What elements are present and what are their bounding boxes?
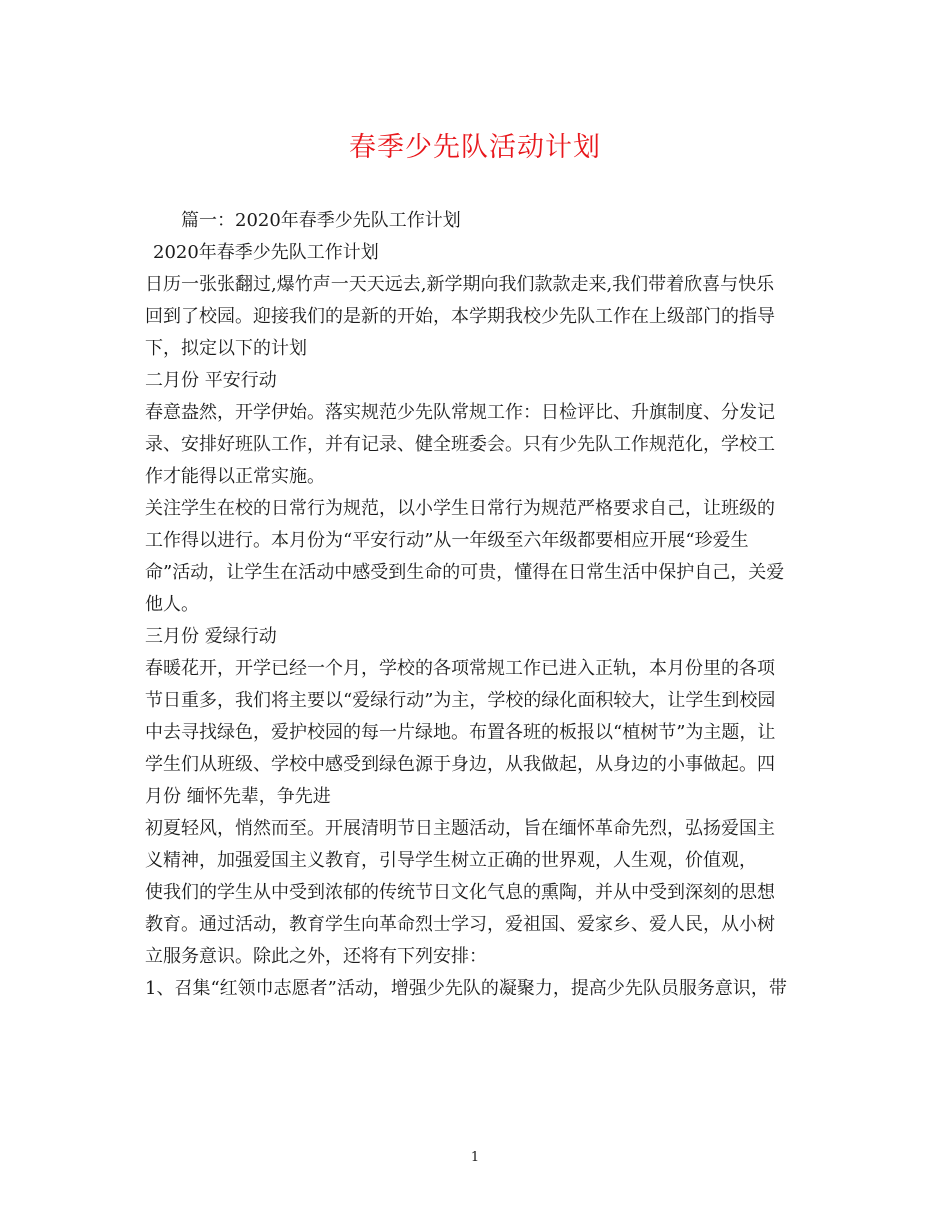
- text-line: 立服务意识。除此之外，还将有下列安排：: [145, 946, 487, 967]
- text-line: 录、安排好班队工作，并有记录、健全班委会。只有少先队工作规范化，学校工: [145, 434, 775, 455]
- text-line: 学生们从班级、学校中感受到绿色源于身边，从我做起，从身边的小事做起。四: [145, 754, 775, 775]
- text-line: 下，拟定以下的计划: [145, 338, 307, 359]
- text-line: 命”活动，让学生在活动中感受到生命的可贵，懂得在日常生活中保护自己，关爱: [145, 562, 785, 583]
- text-line: 教育。通过活动，教育学生向革命烈士学习，爱祖国、爱家乡、爱人民，从小树: [145, 914, 775, 935]
- text-line: 节日重多，我们将主要以“爱绿行动”为主，学校的绿化面积较大，让学生到校园: [145, 690, 776, 711]
- text-line: 初夏轻风，悄然而至。开展清明节日主题活动，旨在缅怀革命先烈，弘扬爱国主: [145, 818, 775, 839]
- text-line: 月份 缅怀先辈，争先进: [145, 786, 331, 807]
- text-line: 使我们的学生从中受到浓郁的传统节日文化气息的熏陶，并从中受到深刻的思想: [145, 882, 775, 903]
- text-line: 春意盎然，开学伊始。落实规范少先队常规工作：日检评比、升旗制度、分发记: [145, 402, 775, 423]
- page-number: 1: [470, 1150, 480, 1165]
- text-line: 春暖花开，开学已经一个月，学校的各项常规工作已进入正轨，本月份里的各项: [145, 658, 775, 679]
- text-line: 关注学生在校的日常行为规范，以小学生日常行为规范严格要求自己，让班级的: [145, 498, 775, 519]
- text-line: 2020年春季少先队工作计划: [153, 242, 379, 263]
- text-line: 义精神，加强爱国主义教育，引导学生树立正确的世界观，人生观，价值观，: [145, 850, 757, 871]
- text-line: 作才能得以正常实施。: [145, 466, 325, 487]
- text-line: 1、召集“红领巾志愿者”活动，增强少先队的凝聚力，提高少先队员服务意识，带: [145, 978, 787, 999]
- section-heading: 三月份 爱绿行动: [145, 626, 277, 647]
- text-line: 中去寻找绿色，爱护校园的每一片绿地。布置各班的板报以“植树节”为主题，让: [145, 722, 776, 743]
- document-body: [145, 205, 815, 1005]
- text-line: 工作得以进行。本月份为“平安行动”从一年级至六年级都要相应开展“珍爱生: [145, 530, 749, 551]
- text-line: 他人。: [145, 594, 199, 615]
- section-heading: 二月份 平安行动: [145, 370, 277, 391]
- text-line: 日历一张张翻过,爆竹声一天天远去,新学期向我们款款走来,我们带着欣喜与快乐: [145, 274, 775, 295]
- text-line: 回到了校园。迎接我们的是新的开始，本学期我校少先队工作在上级部门的指导: [145, 306, 775, 327]
- text-line: 篇一：2020年春季少先队工作计划: [181, 210, 461, 231]
- document-title: 春季少先队活动计划: [349, 132, 601, 163]
